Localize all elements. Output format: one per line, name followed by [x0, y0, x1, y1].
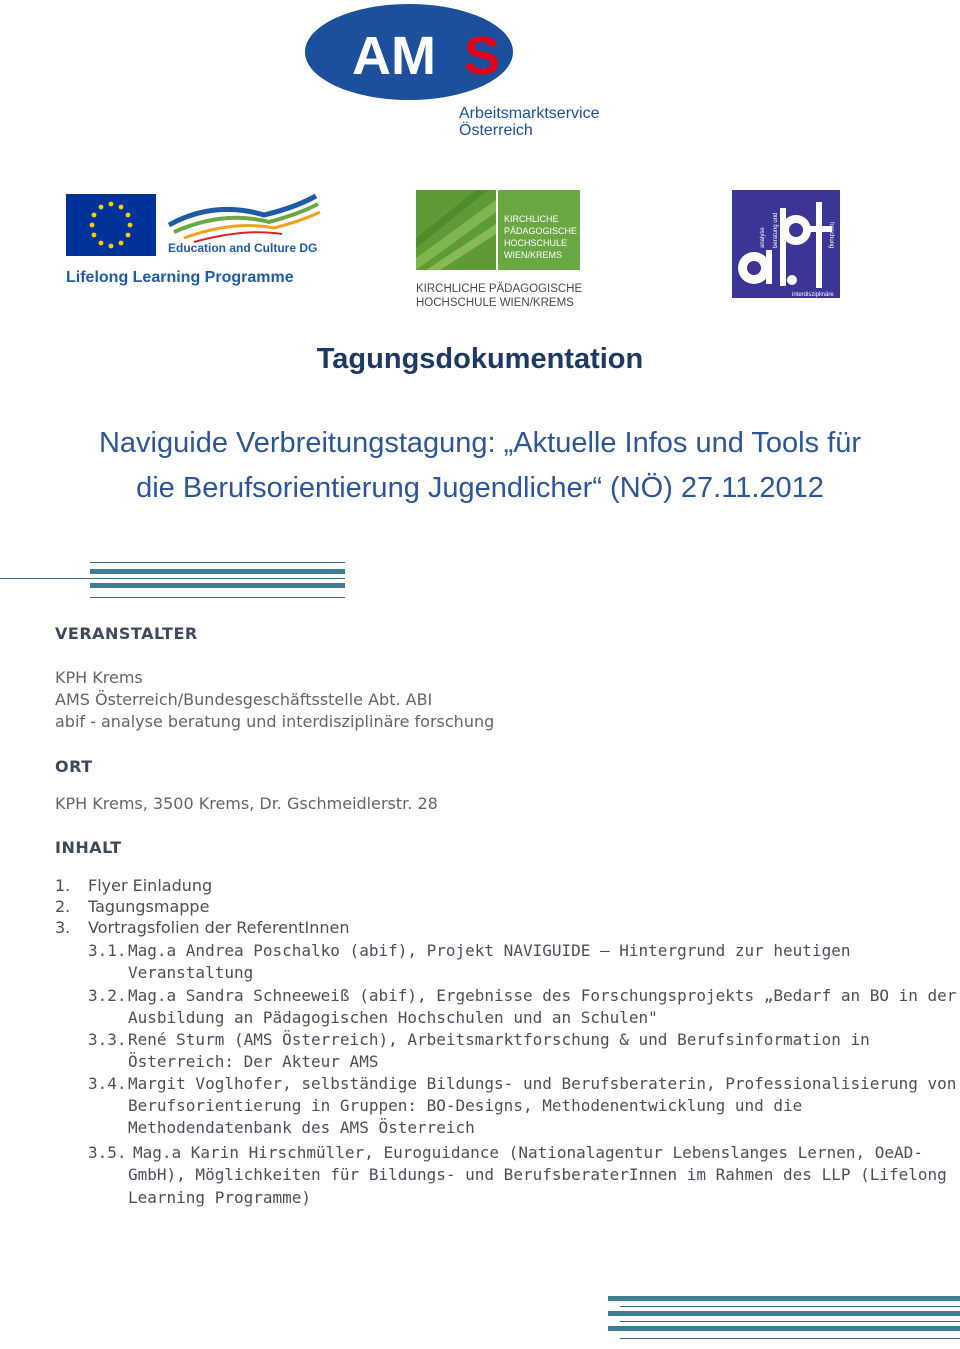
ams-org-line1: Arbeitsmarktservice [459, 105, 600, 122]
subitem-number: 3.4. [88, 1074, 127, 1093]
subitem-number: 3.1. [88, 941, 127, 960]
kph-logo [414, 188, 584, 310]
subitem-line: Mag.a Karin Hirschmüller, Euroguidance (Nationalagentur Lebenslanges Lernen, OeAD- [133, 1143, 923, 1162]
subitem-line: Veranstaltung [128, 963, 254, 982]
list-item-number: 1. [55, 876, 71, 895]
abif-logo [730, 188, 842, 300]
abif-word-1: analyse [760, 227, 766, 248]
subitem-line: Margit Voglhofer, selbständige Bildungs- und Berufsberaterin, Professionalisierung von [128, 1074, 957, 1093]
subitem-line: Learning Programme) [128, 1188, 312, 1207]
lifelong-learning-logo [64, 190, 334, 290]
kph-badge-line-4: WIEN/KREMS [504, 250, 563, 260]
subitem-line: Methodendatenbank des AMS Österreich [128, 1118, 475, 1137]
veranstalter-line-2: AMS Österreich/Bundesgeschäftsstelle Abt. ABI [55, 690, 433, 709]
inhalt-heading: INHALT [55, 838, 122, 857]
ams-logo-am: AM [352, 26, 436, 86]
ams-org-line2: Österreich [459, 122, 533, 139]
subitem-number: 3.5. [88, 1143, 127, 1162]
abif-word-4: forschung [828, 222, 834, 249]
list-item: Flyer Einladung [88, 876, 213, 895]
ort-heading: ORT [55, 757, 93, 776]
abif-word-3: interdisziplinäre [792, 292, 834, 298]
subitem-line: Österreich: Der Akteur AMS [128, 1052, 379, 1071]
list-item: Vortragsfolien der ReferentInnen [88, 918, 350, 937]
ams-logo-s: S [464, 26, 501, 86]
kph-caption-line2: HOCHSCHULE WIEN/KREMS [416, 297, 574, 309]
veranstalter-heading: VERANSTALTER [55, 624, 198, 643]
subitem-line: GmbH), Möglichkeiten für Bildungs- und BerufsberaterInnen im Rahmen des LLP (Lifelong [128, 1165, 947, 1184]
kph-badge-line-3: HOCHSCHULE [504, 238, 568, 248]
subitem-number: 3.2. [88, 986, 127, 1005]
kph-badge-line-1: KIRCHLICHE [504, 214, 559, 224]
document-subtitle-line2: die Berufsorientierung Jugendlicher“ (NÖ) 27.11.2012 [136, 472, 824, 504]
list-item-number: 2. [55, 897, 71, 916]
list-item: Tagungsmappe [88, 897, 210, 916]
subitem-line: Mag.a Sandra Schneeweiß (abif), Ergebnisse des Forschungsprojekts „Bedarf an BO in der [128, 986, 957, 1005]
abif-word-2: beratung und [773, 212, 779, 248]
kph-badge-line-2: PÄDAGOGISCHE [504, 226, 578, 236]
llp-label: Education and Culture DG [168, 241, 318, 255]
document-subtitle-line1: Naviguide Verbreitungstagung: „Aktuelle Infos und Tools für [98, 427, 861, 459]
kph-caption-line1: KIRCHLICHE PÄDAGOGISCHE [416, 283, 583, 295]
list-item-number: 3. [55, 918, 71, 937]
subitem-line: René Sturm (AMS Österreich), Arbeitsmarktforschung & und Berufsinformation in [128, 1030, 870, 1049]
llp-programme: Lifelong Learning Programme [66, 269, 294, 286]
document-title: Tagungsdokumentation [316, 343, 644, 375]
ams-logo [304, 2, 624, 140]
subitem-line: Ausbildung an Pädagogischen Hochschulen und an Schulen" [128, 1008, 658, 1027]
veranstalter-line-3: abif - analyse beratung und interdisziplinäre forschung [55, 712, 495, 731]
subitem-line: Berufsorientierung in Gruppen: BO-Designs, Methodenentwicklung und die [128, 1096, 803, 1115]
subitem-number: 3.3. [88, 1030, 127, 1049]
ort-address: KPH Krems, 3500 Krems, Dr. Gschmeidlerstr. 28 [55, 794, 438, 813]
subitem-line: Mag.a Andrea Poschalko (abif), Projekt NAVIGUIDE – Hintergrund zur heutigen [128, 941, 851, 960]
veranstalter-line-1: KPH Krems [55, 668, 143, 687]
